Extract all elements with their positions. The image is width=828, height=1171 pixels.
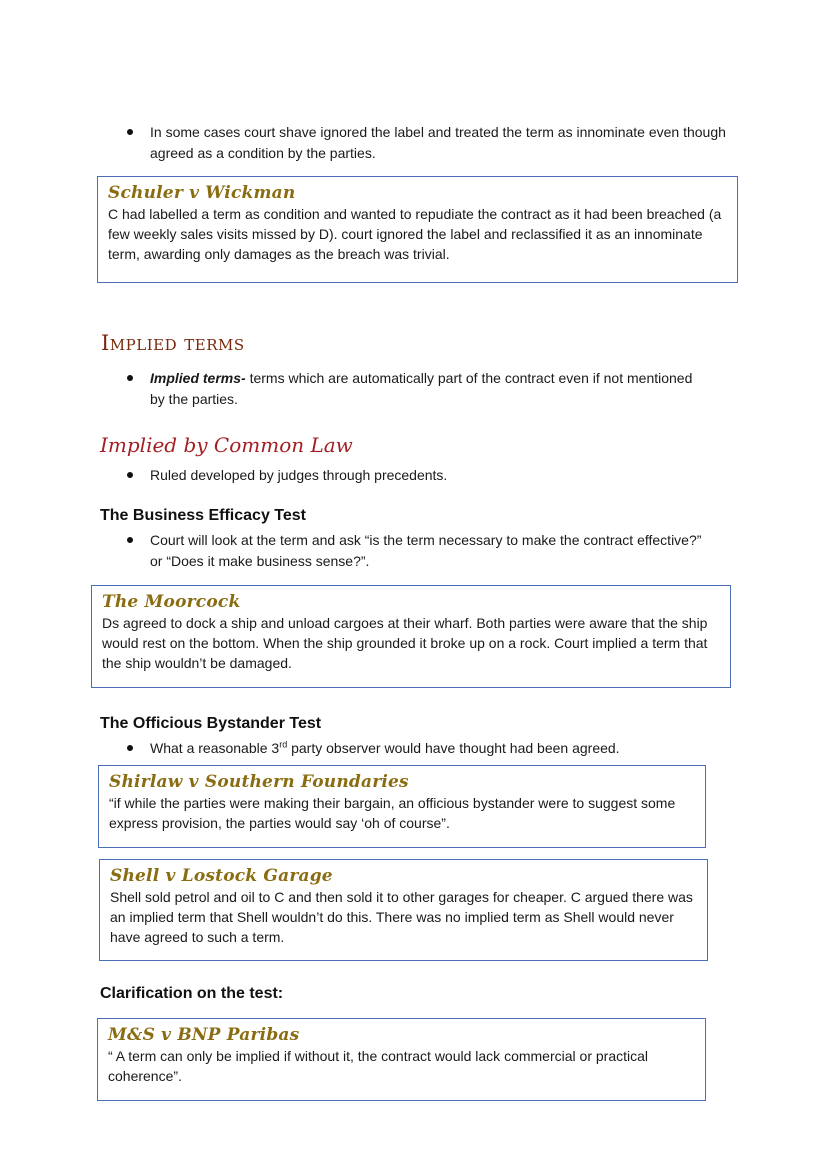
case-box-shirlaw xyxy=(98,765,706,848)
intro-bullet-text: In some cases court shave ignored the label and treated the term as innominate even though agreed as a condition by the parties. xyxy=(150,124,726,161)
section-heading-implied-terms: Implied terms xyxy=(101,331,245,355)
case-body: C had labelled a term as condition and wanted to repudiate the contract as it had been breached (a few weekly sales visits missed by D). court ignored the label and reclassified it as an innominate term, awarding only damages as the breach was trivial. xyxy=(108,206,722,262)
implied-terms-bold-label: Implied terms- xyxy=(150,370,246,386)
case-body: “ A term can only be implied if without it, the contract would lack commercial or practical coherence”. xyxy=(108,1048,648,1084)
heading-officious-bystander: The Officious Bystander Test xyxy=(100,715,322,732)
case-box-schuler xyxy=(97,176,738,283)
case-title: Shell v Lostock Garage xyxy=(110,866,333,886)
case-body: Ds agreed to dock a ship and unload cargoes at their wharf. Both parties were aware that the ship would rest on the bottom. When the ship grounded it broke up on a rock. Court implied a term that the ship wouldn’t be damaged. xyxy=(102,615,708,671)
bullet-dot-icon xyxy=(127,129,133,135)
heading-business-efficacy: The Business Efficacy Test xyxy=(100,507,306,524)
case-title: Schuler v Wickman xyxy=(108,183,296,203)
heading-clarification: Clarification on the test: xyxy=(100,985,284,1002)
bullet-dot-icon xyxy=(127,745,133,751)
case-box-shell xyxy=(99,859,708,961)
ordinal-superscript: rd xyxy=(279,739,288,750)
case-title: The Moorcock xyxy=(102,592,241,612)
case-box-ms-bnp xyxy=(97,1018,706,1101)
officious-bystander-text-1: What a reasonable 3 xyxy=(150,740,280,756)
bullet-dot-icon xyxy=(127,472,133,478)
business-efficacy-bullet-text: Court will look at the term and ask “is the term necessary to make the contract effective?” or “Does it make business sense?”. xyxy=(150,532,702,569)
case-body: “if while the parties were making their bargain, an officious bystander were to suggest some express provision, the parties would say ‘oh of course”. xyxy=(109,795,676,831)
bullet-dot-icon xyxy=(127,537,133,543)
sub-heading-common-law: Implied by Common Law xyxy=(100,433,353,457)
case-box-moorcock xyxy=(91,585,731,688)
bullet-dot-icon xyxy=(127,375,133,381)
case-title: M&S v BNP Paribas xyxy=(108,1025,300,1045)
officious-bystander-text-2: party observer would have thought had been agreed. xyxy=(287,740,620,756)
implied-terms-definition: terms which are automatically part of the contract even if not mentioned by the parties. xyxy=(150,370,693,407)
case-title: Shirlaw v Southern Foundaries xyxy=(109,772,409,792)
common-law-bullet-text: Ruled developed by judges through precedents. xyxy=(150,467,448,483)
case-body: Shell sold petrol and oil to C and then sold it to other garages for cheaper. C argued there was an implied term that Shell wouldn’t do this. There was no implied term as Shell would never have agreed to such a term. xyxy=(110,889,693,945)
